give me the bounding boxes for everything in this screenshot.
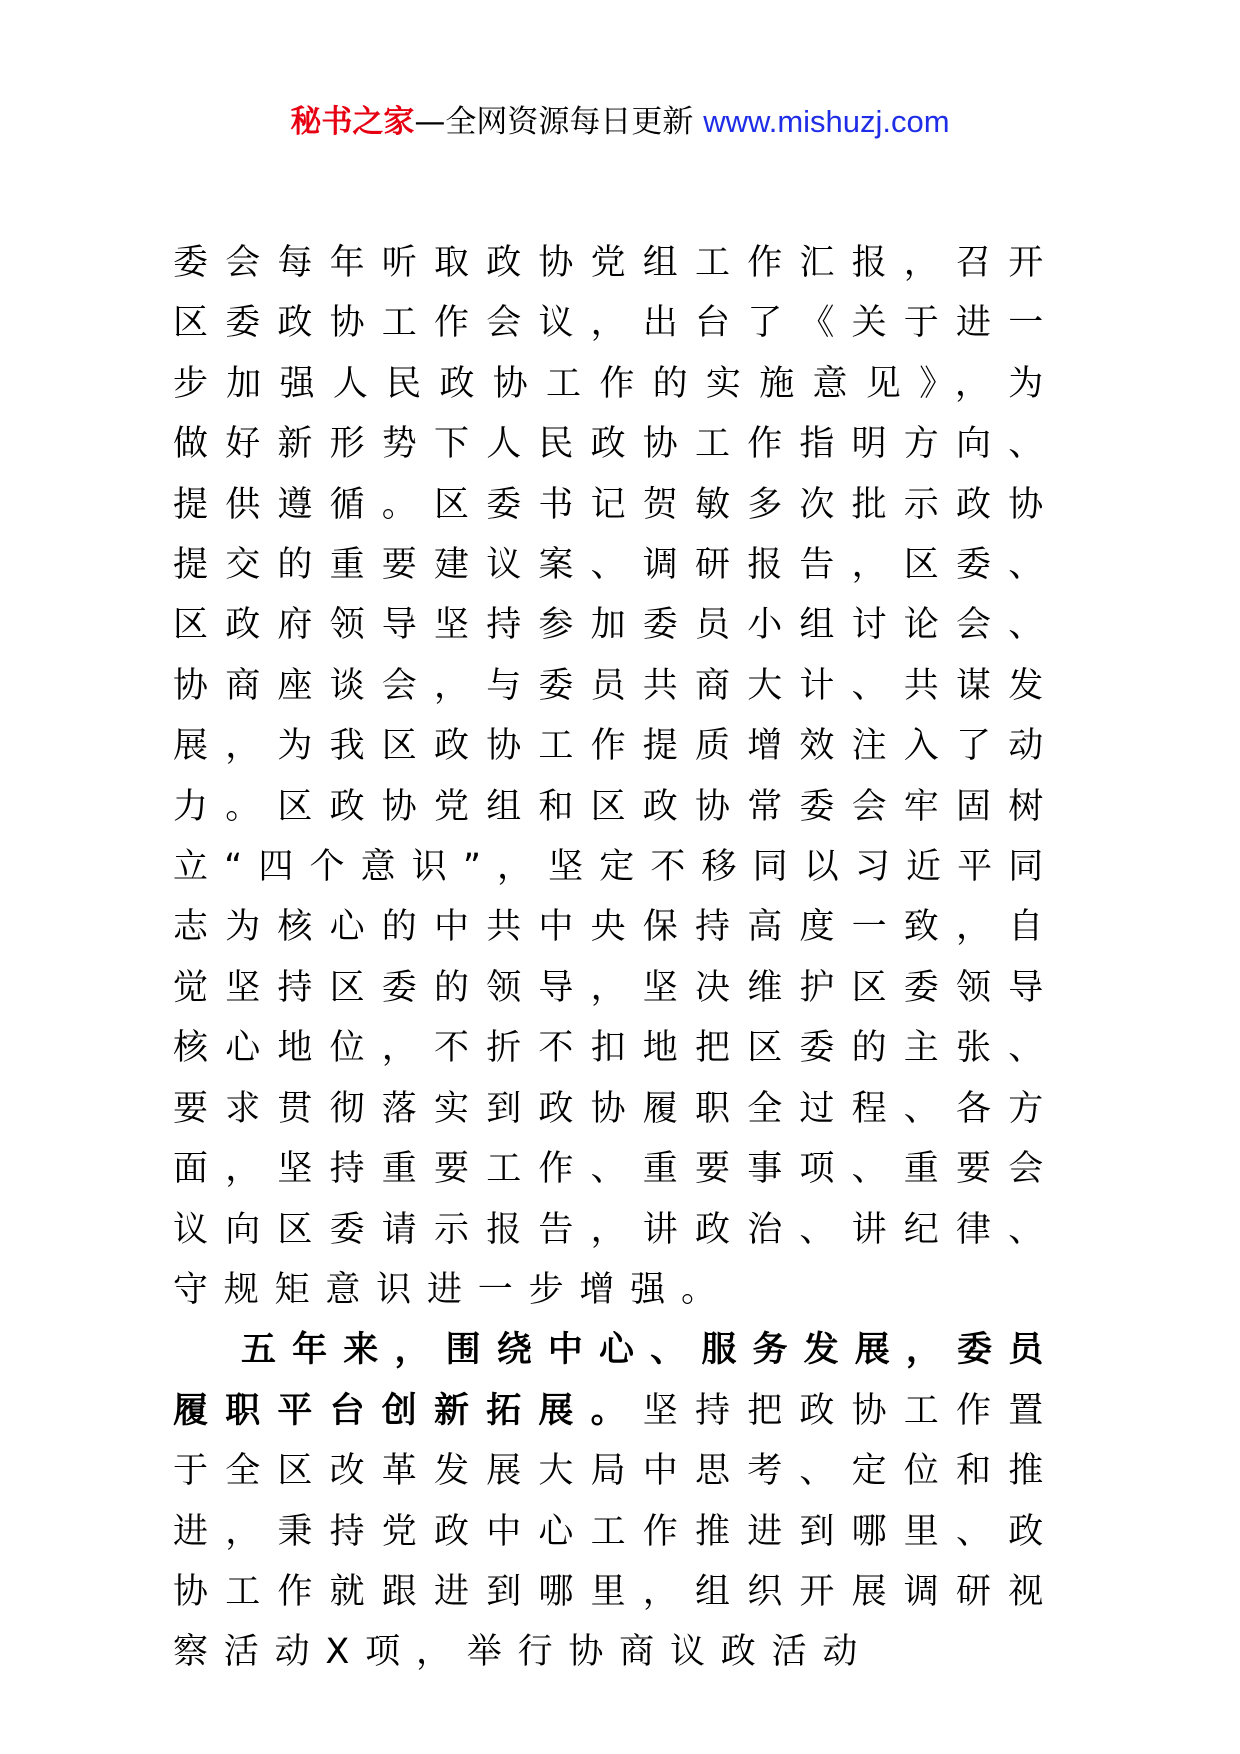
- header-tagline: —全网资源每日更新: [414, 104, 694, 140]
- paragraph-2: [173, 1320, 1059, 1682]
- paragraph-2-lead: 五年来，围绕中心、服务发展，委员履职平台创新拓展。: [173, 1330, 1059, 1431]
- brand-name: 秘书之家: [290, 104, 415, 140]
- page-header: [0, 100, 1240, 144]
- site-url-link[interactable]: www.mishuzj.com: [703, 104, 950, 139]
- document-body: [173, 233, 1059, 1683]
- paragraph-2-text: 坚持把政协工作置于全区改革发展大局中思考、定位和推进，秉持党政中心工作推进到哪里、政协工作就跟进到哪里，组织开展调研视察活动X项，举行协商议政活动: [173, 1390, 1059, 1673]
- paragraph-1: 委会每年听取政协党组工作汇报，召开区委政协工作会议，出台了《关于进一步加强人民政协工作的实施意见》，为做好新形势下人民政协工作指明方向、提供遵循。区委书记贺敏多次批示政协提交的重要建议案、调研报告，区委、区政府领导坚持参加委员小组讨论会、协商座谈会，与委员共商大计、共谋发展，为我区政协工作提质增效注入了动力。区政协党组和区政协常委会牢固树立“四个意识”，坚定不移同以习近平同志为核心的中共中央保持高度一致，自觉坚持区委的领导，坚决维护区委领导核心地位，不折不扣地把区委的主张、要求贯彻落实到政协履职全过程、各方面，坚持重要工作、重要事项、重要会议向区委请示报告，讲政治、讲纪律、守规矩意识进一步增强。: [173, 243, 1059, 1310]
